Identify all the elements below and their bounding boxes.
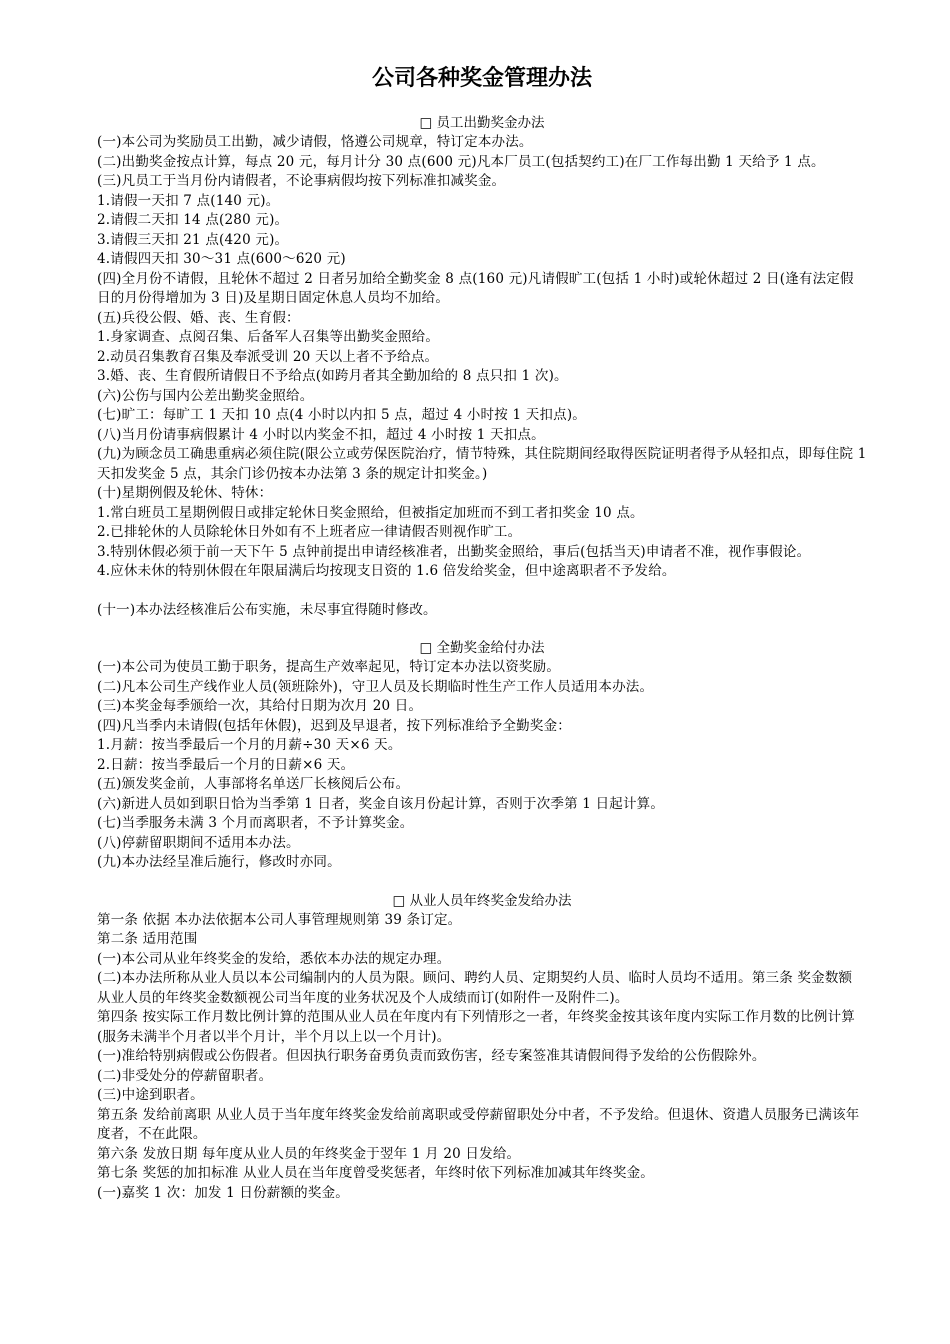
paragraph: 2.日薪：按当季最后一个月的日薪×6 天。 xyxy=(97,756,355,773)
section-heading-year-end-bonus: □ 从业人员年终奖金发给办法 xyxy=(392,892,572,909)
paragraph: (一)嘉奖 1 次：加发 1 日份薪额的奖金。 xyxy=(97,1184,349,1201)
paragraph: (一)准给特别病假或公伤假者。但因执行职务奋勇负责而致伤害，经专案签准其请假间得予发给的公伤假除外。 xyxy=(97,1048,766,1064)
paragraph: (七)当季服务未满 3 个月而离职者，不予计算奖金。 xyxy=(97,815,414,831)
spacer xyxy=(97,582,867,601)
paragraph: (五)颁发奖金前，人事部将名单送厂长核阅后公布。 xyxy=(97,776,410,792)
paragraph: 第七条 奖惩的加扣标准 从业人员在当年度曾受奖惩者，年终时依下列标准加减其年终奖金。 xyxy=(97,1165,654,1181)
paragraph: 1.请假一天扣 7 点(140 元)。 xyxy=(97,192,280,209)
paragraph: 3.婚、丧、生育假所请假日不予给点(如跨月者其全勤加给的 8 点只扣 1 次)。 xyxy=(97,368,568,384)
section-heading-full-attendance-bonus: □ 全勤奖金给付办法 xyxy=(419,640,545,656)
paragraph: (一)本公司从业年终奖金的发给，悉依本办法的规定办理。 xyxy=(97,950,451,967)
paragraph: (五)兵役公假、婚、丧、生育假： xyxy=(97,309,300,326)
paragraph: (九)本办法经呈准后施行，修改时亦同。 xyxy=(97,854,341,870)
paragraph: (一)本公司为奖励员工出勤，减少请假，恪遵公司规章，特订定本办法。 xyxy=(97,134,533,150)
document-page xyxy=(97,64,867,1203)
paragraph: 2.已排轮休的人员除轮休日外如有不上班者应一律请假否则视作旷工。 xyxy=(97,524,522,540)
paragraph: (四)凡当季内未请假(包括年休假)，迟到及早退者，按下列标准给予全勤奖金： xyxy=(97,717,571,734)
paragraph: (九)为顾念员工确患重病必须住院(限公立或劳保医院治疗，情节特殊，其住院期间经取得医院证明者得予从轻扣点，即每住院 1 天扣发奖金 5 点，其余门诊仍按本办法第 3 条的规定计扣奖金。) xyxy=(97,446,867,482)
paragraph: 4.请假四天扣 30～31 点(600～620 元) xyxy=(97,251,346,267)
paragraph: 2.动员召集教育召集及奉派受训 20 天以上者不予给点。 xyxy=(97,348,439,365)
spacer xyxy=(97,873,867,892)
document-title: 公司各种奖金管理办法 xyxy=(371,66,592,91)
paragraph: 3.特别休假必须于前一天下午 5 点钟前提出申请经核准者，出勤奖金照给，事后(包括当天)申请者不准，视作事假论。 xyxy=(97,543,811,560)
paragraph: (十一)本办法经核准后公布实施，未尽事宜得随时修改。 xyxy=(97,601,437,618)
paragraph: (二)凡本公司生产线作业人员(领班除外)，守卫人员及长期临时性生产工作人员适用本办法。 xyxy=(97,678,654,695)
paragraph: (二)出勤奖金按点计算，每点 20 元，每月计分 30 点(600 元)凡本厂员工(包括契约工)在厂工作每出勤 1 天给予 1 点。 xyxy=(97,153,825,170)
paragraph: 第二条 适用范围 xyxy=(97,931,198,947)
paragraph: (二)本办法所称从业人员以本公司编制内的人员为限。顾问、聘约人员、定期契约人员、临时人员均不适用。第三条 奖金数额 从业人员的年终奖金数额视公司当年度的业务状况及个人成绩而订(如附件一及附件二)。 xyxy=(97,970,853,1006)
paragraph: (八)当月份请事病假累计 4 小时以内奖金不扣，超过 4 小时按 1 天扣点。 xyxy=(97,426,545,443)
paragraph: (十)星期例假及轮休、特休： xyxy=(97,485,273,501)
paragraph: (六)公伤与国内公差出勤奖金照给。 xyxy=(97,387,314,404)
paragraph: 1.月薪：按当季最后一个月的月薪÷30 天×6 天。 xyxy=(97,737,402,753)
paragraph: 第五条 发给前离职 从业人员于当年度年终奖金发给前离职或受停薪留职处分中者，不予发给。但退休、资遣人员服务已满该年度者，不在此限。 xyxy=(97,1106,860,1142)
paragraph: (六)新进人员如到职日恰为当季第 1 日者，奖金自该月份起计算，否则于次季第 1 日起计算。 xyxy=(97,795,665,812)
paragraph: (一)本公司为使员工勤于职务，提高生产效率起见，特订定本办法以资奖励。 xyxy=(97,659,561,675)
spacer xyxy=(97,620,867,639)
paragraph: 第四条 按实际工作月数比例计算的范围从业人员在年度内有下列情形之一者，年终奖金按其该年度内实际工作月数的比例计算(服务未满半个月者以半个月计，半个月以上以一个月计)。 xyxy=(97,1009,855,1045)
paragraph: 4.应休未休的特别休假在年限届满后均按现支日资的 1.6 倍发给奖金，但中途离职者不予发给。 xyxy=(97,563,676,579)
paragraph: (三)本奖金每季颁给一次，其给付日期为次月 20 日。 xyxy=(97,698,423,714)
paragraph: (三)凡员工于当月份内请假者，不论事病假均按下列标准扣减奖金。 xyxy=(97,173,506,189)
paragraph: 1.常白班员工星期例假日或排定轮休日奖金照给，但被指定加班而不到工者扣奖金 10 点。 xyxy=(97,504,644,521)
paragraph: (七)旷工：每旷工 1 天扣 10 点(4 小时以内扣 5 点，超过 4 小时按 1 天扣点)。 xyxy=(97,407,586,423)
paragraph: (三)中途到职者。 xyxy=(97,1087,204,1103)
paragraph: 3.请假三天扣 21 点(420 元)。 xyxy=(97,231,289,248)
paragraph: 2.请假二天扣 14 点(280 元)。 xyxy=(97,212,289,228)
paragraph: (八)停薪留职期间不适用本办法。 xyxy=(97,834,300,851)
paragraph: 第一条 依据 本办法依据本公司人事管理规则第 39 条订定。 xyxy=(97,911,462,928)
paragraph: (四)全月份不请假，且轮休不超过 2 日者另加给全勤奖金 8 点(160 元)凡请假旷工(包括 1 小时)或轮休超过 2 日(逢有法定假日的月份得增加为 3 日)及星期日固定休息人员均不加给。 xyxy=(97,270,854,306)
paragraph: 第六条 发放日期 每年度从业人员的年终奖金于翌年 1 月 20 日发给。 xyxy=(97,1145,521,1162)
paragraph: (二)非受处分的停薪留职者。 xyxy=(97,1067,273,1084)
section-heading-attendance-bonus: □ 员工出勤奖金办法 xyxy=(419,115,545,131)
paragraph: 1.身家调查、点阅召集、后备军人召集等出勤奖金照给。 xyxy=(97,329,440,345)
